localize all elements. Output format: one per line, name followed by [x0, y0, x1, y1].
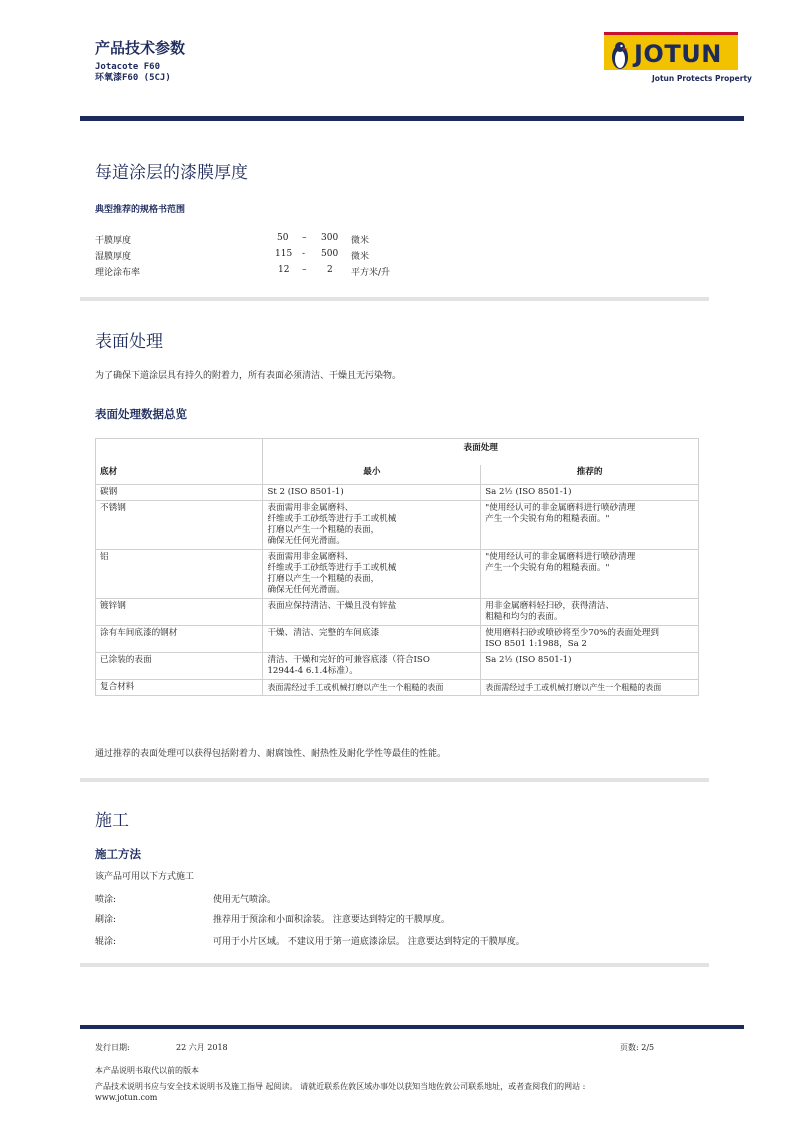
recommended-treatment-cell	[481, 549, 699, 598]
cell-text-line: "使用经认可的非金属磨料进行喷砂清理	[485, 502, 636, 513]
application-intro: 该产品可用以下方式施工	[95, 872, 195, 882]
section-heading-application: 施工	[95, 811, 129, 831]
method-value: 使用无气喷涂。	[213, 895, 277, 905]
surface-table-body	[96, 484, 699, 695]
cell-text-line: 表面需经过手工或机械打磨以产生一个粗糙的表面	[485, 682, 662, 692]
thickness-label: 湿膜厚度	[95, 252, 132, 262]
substrate-cell	[96, 500, 263, 549]
issue-date-label: 发行日期:	[95, 1043, 130, 1052]
surface-table-title: 表面处理数据总览	[95, 407, 187, 421]
thickness-sep: –	[302, 233, 307, 243]
substrate-cell	[96, 484, 263, 500]
recommended-treatment-cell	[481, 598, 699, 625]
cell-text-line: 用非金属磨料轻扫砂，获得清洁、	[485, 600, 615, 611]
substrate-name: 复合材料	[100, 681, 135, 692]
col-header-rec: 推荐的	[481, 465, 699, 485]
penguin-icon	[608, 40, 632, 70]
cell-text-line: "使用经认可的非金属磨料进行喷砂清理	[485, 551, 636, 562]
section-divider	[80, 297, 709, 301]
logo-tagline: Jotun Protects Property	[652, 74, 752, 83]
footer-disclaimer: 产品技术说明书应与安全技术说明书及施工指导 起阅读。 请就近联系佐敦区域办事处以获知当地佐敦公司联系地址，或者查阅我们的网站 :	[95, 1082, 586, 1091]
recommended-treatment-cell	[481, 484, 699, 500]
cell-text-line: Sa 2½ (ISO 8501-1)	[485, 486, 572, 497]
cell-text-line: 打磨以产生一个粗糙的表面，	[267, 524, 380, 535]
table-row	[96, 598, 699, 625]
cell-text-line: 纤维或手工砂纸等进行手工或机械	[267, 513, 397, 524]
cell-text-line: 粗糙和均匀的表面。	[485, 611, 563, 622]
thickness-min: 12	[278, 265, 290, 275]
cell-text-line: 表面需用非金属磨料、	[267, 551, 354, 562]
page-number: 页数: 2/5	[620, 1043, 655, 1052]
minimum-treatment-cell	[263, 679, 481, 695]
cell-text-line: 清洁、干燥和完好的可兼容底漆（符合ISO	[267, 654, 430, 665]
table-row	[96, 652, 699, 679]
section-divider	[80, 963, 709, 967]
col-header-substrate: 底材	[96, 439, 263, 485]
cell-text-line: 干燥、清洁、完整的车间底漆	[267, 627, 380, 638]
header-rule	[80, 116, 744, 121]
thickness-row	[95, 249, 515, 265]
product-name-line1: Jotacote F60	[95, 62, 161, 72]
thickness-label: 理论涂布率	[95, 268, 141, 278]
section-heading-surface: 表面处理	[95, 332, 163, 352]
minimum-treatment-cell	[263, 625, 481, 652]
table-row	[96, 679, 699, 695]
cell-text-line: St 2 (ISO 8501-1)	[267, 486, 344, 497]
col-header-group: 表面处理	[263, 439, 699, 465]
cell-text-line: Sa 2½ (ISO 8501-1)	[485, 654, 572, 665]
substrate-cell	[96, 625, 263, 652]
section-divider	[80, 778, 709, 782]
minimum-treatment-cell	[263, 549, 481, 598]
thickness-row	[95, 233, 515, 249]
cell-text-line: 产生一个尖锐有角的粗糙表面。"	[485, 513, 610, 524]
substrate-name: 已涂装的表面	[100, 654, 152, 665]
minimum-treatment-cell	[263, 598, 481, 625]
substrate-cell	[96, 652, 263, 679]
method-label: 刷涂:	[95, 915, 117, 925]
recommended-treatment-cell	[481, 500, 699, 549]
method-label: 辊涂:	[95, 937, 117, 947]
footer-version-note: 本产品说明书取代以前的版本	[95, 1066, 199, 1075]
product-name	[95, 62, 171, 84]
thickness-max: 2	[327, 265, 333, 275]
thickness-min: 115	[275, 249, 293, 259]
cell-text-line: 表面应保持清洁、干燥且没有锌盐	[267, 600, 397, 611]
substrate-name: 涂有车间底漆的钢材	[100, 627, 178, 638]
thickness-unit: 微米	[351, 252, 370, 262]
footer-rule	[80, 1025, 744, 1029]
table-row	[96, 500, 699, 549]
cell-text-line: ISO 8501 1:1988，Sa 2	[485, 638, 587, 649]
recommended-treatment-cell	[481, 652, 699, 679]
substrate-cell	[96, 598, 263, 625]
table-header-row	[96, 439, 699, 465]
cell-text-line: 产生一个尖锐有角的粗糙表面。"	[485, 562, 610, 573]
thickness-sep: –	[302, 265, 307, 275]
thickness-sep: -	[302, 249, 306, 259]
method-value: 推荐用于预涂和小面积涂装。 注意要达到特定的干膜厚度。	[213, 915, 450, 925]
cell-text-line: 表面需经过手工或机械打磨以产生一个粗糙的表面	[267, 682, 444, 692]
cell-text-line: 表面需用非金属磨料、	[267, 502, 354, 513]
thickness-unit: 微米	[351, 236, 370, 246]
method-value: 可用于小片区域。 不建议用于第一道底漆涂层。 注意要达到特定的干膜厚度。	[213, 937, 525, 947]
recommended-treatment-cell	[481, 679, 699, 695]
table-row	[96, 549, 699, 598]
logo-wordmark: JOTUN	[634, 40, 722, 68]
cell-text-line: 确保无任何光滑面。	[267, 535, 345, 546]
col-header-min: 最小	[263, 465, 481, 485]
issue-date: 22 六月 2018	[176, 1043, 228, 1052]
cell-text-line: 使用磨料扫砂或喷砂将至少70%的表面处理到	[485, 627, 659, 638]
cell-text-line: 确保无任何光滑面。	[267, 584, 345, 595]
substrate-name: 碳钢	[100, 486, 118, 497]
substrate-name: 镀锌钢	[100, 600, 126, 611]
table-row	[96, 484, 699, 500]
cell-text-line: 12944-4 6.1.4标准）。	[267, 665, 358, 676]
thickness-label: 干膜厚度	[95, 236, 132, 246]
thickness-subheading: 典型推荐的规格书范围	[95, 205, 186, 215]
cell-text-line: 打磨以产生一个粗糙的表面，	[267, 573, 380, 584]
method-label: 喷涂:	[95, 895, 117, 905]
substrate-cell	[96, 549, 263, 598]
substrate-name: 铝	[100, 551, 109, 562]
section-heading-thickness: 每道涂层的漆膜厚度	[95, 163, 248, 183]
thickness-unit: 平方米/升	[351, 268, 391, 278]
logo-badge	[604, 32, 738, 70]
footer-website[interactable]: www.jotun.com	[95, 1093, 158, 1102]
minimum-treatment-cell	[263, 484, 481, 500]
minimum-treatment-cell	[263, 652, 481, 679]
surface-treatment-table	[95, 438, 699, 696]
surface-footer-note: 通过推荐的表面处理可以获得包括附着力、耐腐蚀性、耐热性及耐化学性等最佳的性能。	[95, 749, 447, 759]
table-row	[96, 625, 699, 652]
substrate-cell	[96, 679, 263, 695]
cell-text-line: 纤维或手工砂纸等进行手工或机械	[267, 562, 397, 573]
recommended-treatment-cell	[481, 625, 699, 652]
document-title: 产品技术参数	[95, 39, 186, 57]
thickness-min: 50	[277, 233, 289, 243]
product-name-line2: 环氧漆F60 (5CJ)	[95, 73, 171, 83]
thickness-row	[95, 265, 515, 281]
substrate-name: 不锈钢	[100, 502, 126, 513]
thickness-max: 500	[321, 249, 339, 259]
jotun-logo	[604, 30, 752, 88]
surface-intro: 为了确保下道涂层具有持久的附着力，所有表面必须清洁、干燥且无污染物。	[95, 371, 402, 381]
minimum-treatment-cell	[263, 500, 481, 549]
application-subheading: 施工方法	[95, 847, 141, 861]
thickness-max: 300	[321, 233, 339, 243]
